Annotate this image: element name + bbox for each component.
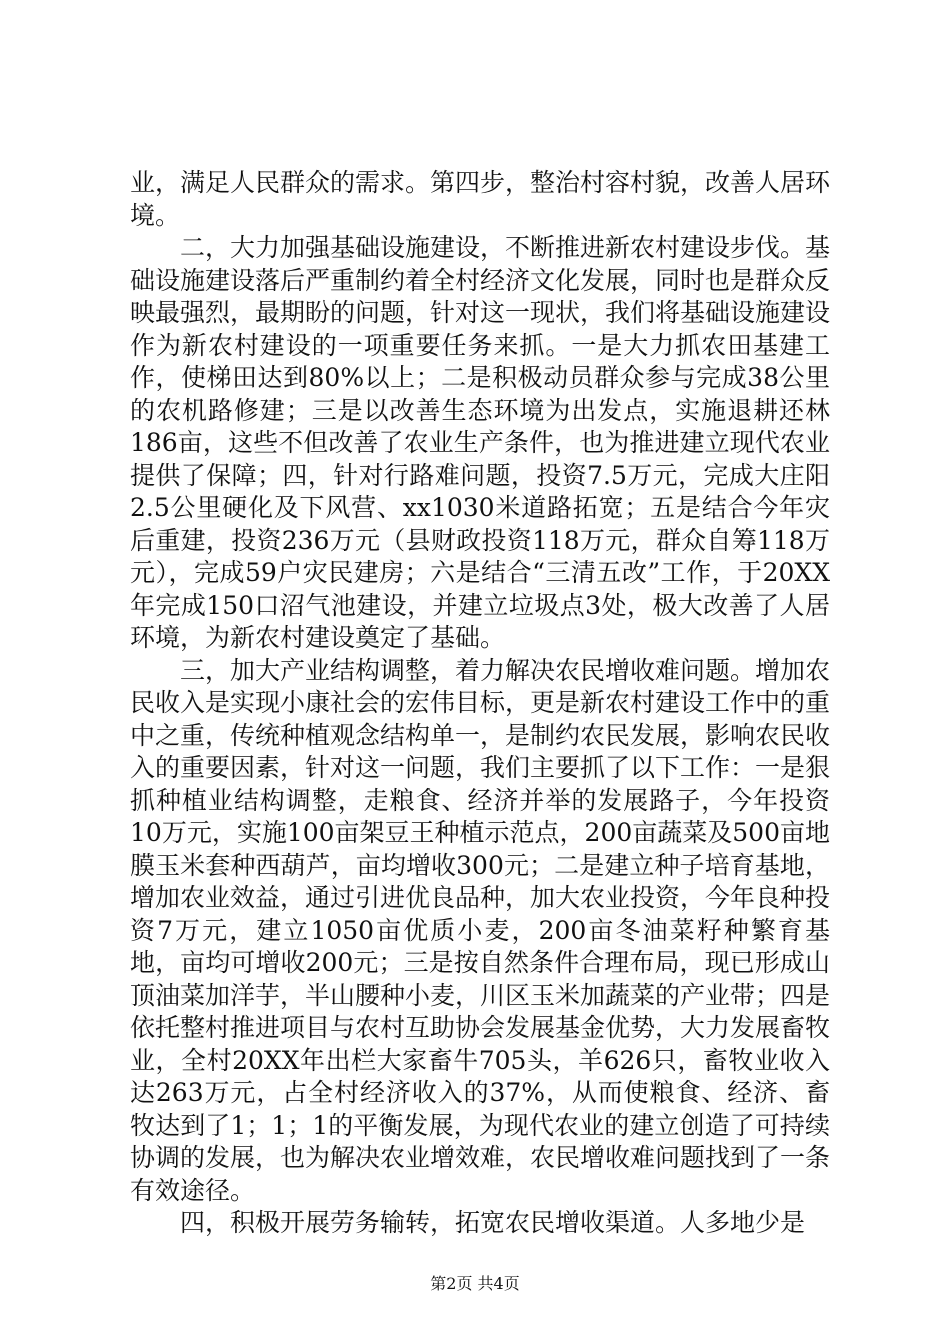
paragraph-3: 三，加大产业结构调整，着力解决农民增收难问题。增加农民收入是实现小康社会的宏伟目标，更是新农村建设工作中的重中之重，传统种植观念结构单一，是制约农民发展，影响农民收入的重要因素，针对这一问题，我们主要抓了以下工作：一是狠抓种植业结构调整，走粮食、经济并举的发展路子，今年投资10万元，实施100亩架豆王种植示范点，200亩蔬菜及500亩地膜玉米套种西葫芦，亩均增收300元；二是建立种子培育基地，增加农业效益，通过引进优良品种，加大农业投资，今年良种投资7万元，建立1050亩优质小麦，200亩冬油菜籽种繁育基地，亩均可增收200元；三是按自然条件合理布局，现已形成山顶油菜加洋芋，半山腰种小麦，川区玉米加蔬菜的产业带；四是依托整村推进项目与农村互助协会发展基金优势，大力发展畜牧业，全村20XX年出栏大家畜牛705头，羊626只，畜牧业收入达263万元，占全村经济收入的37%，从而使粮食、经济、畜牧达到了1；1；1的平衡发展，为现代农业的建立创造了可持续协调的发展，也为解决农业增效难，农民增收难问题找到了一条有效途径。 [130, 655, 831, 1205]
paragraph-4: 四，积极开展劳务输转，拓宽农民增收渠道。人多地少是 [180, 1208, 806, 1237]
paragraph-1: 业，满足人民群众的需求。第四步，整治村容村貌，改善人居环境。 [130, 168, 831, 230]
page-number-footer: 第2页 共4页 [430, 1274, 520, 1293]
document-body [130, 167, 830, 1240]
paragraph-2: 二，大力加强基础设施建设，不断推进新农村建设步伐。基础设施建设落后严重制约着全村经济文化发展，同时也是群众反映最强烈，最期盼的问题，针对这一现状，我们将基础设施建设作为新农村建设的一项重要任务来抓。一是大力抓农田基建工作，使梯田达到80%以上；二是积极动员群众参与完成38公里的农机路修建；三是以改善生态环境为出发点，实施退耕还林186亩，这些不但改善了农业生产条件，也为推进建立现代农业提供了保障；四，针对行路难问题，投资7.5万元，完成大庄阳2.5公里硬化及下风营、xx1030米道路拓宽；五是结合今年灾后重建，投资236万元（县财政投资118万元，群众自筹118万元），完成59户灾民建房；六是结合“三清五改”工作，于20XX年完成150口沼气池建设，并建立垃圾点3处，极大改善了人居环境，为新农村建设奠定了基础。 [130, 233, 831, 652]
